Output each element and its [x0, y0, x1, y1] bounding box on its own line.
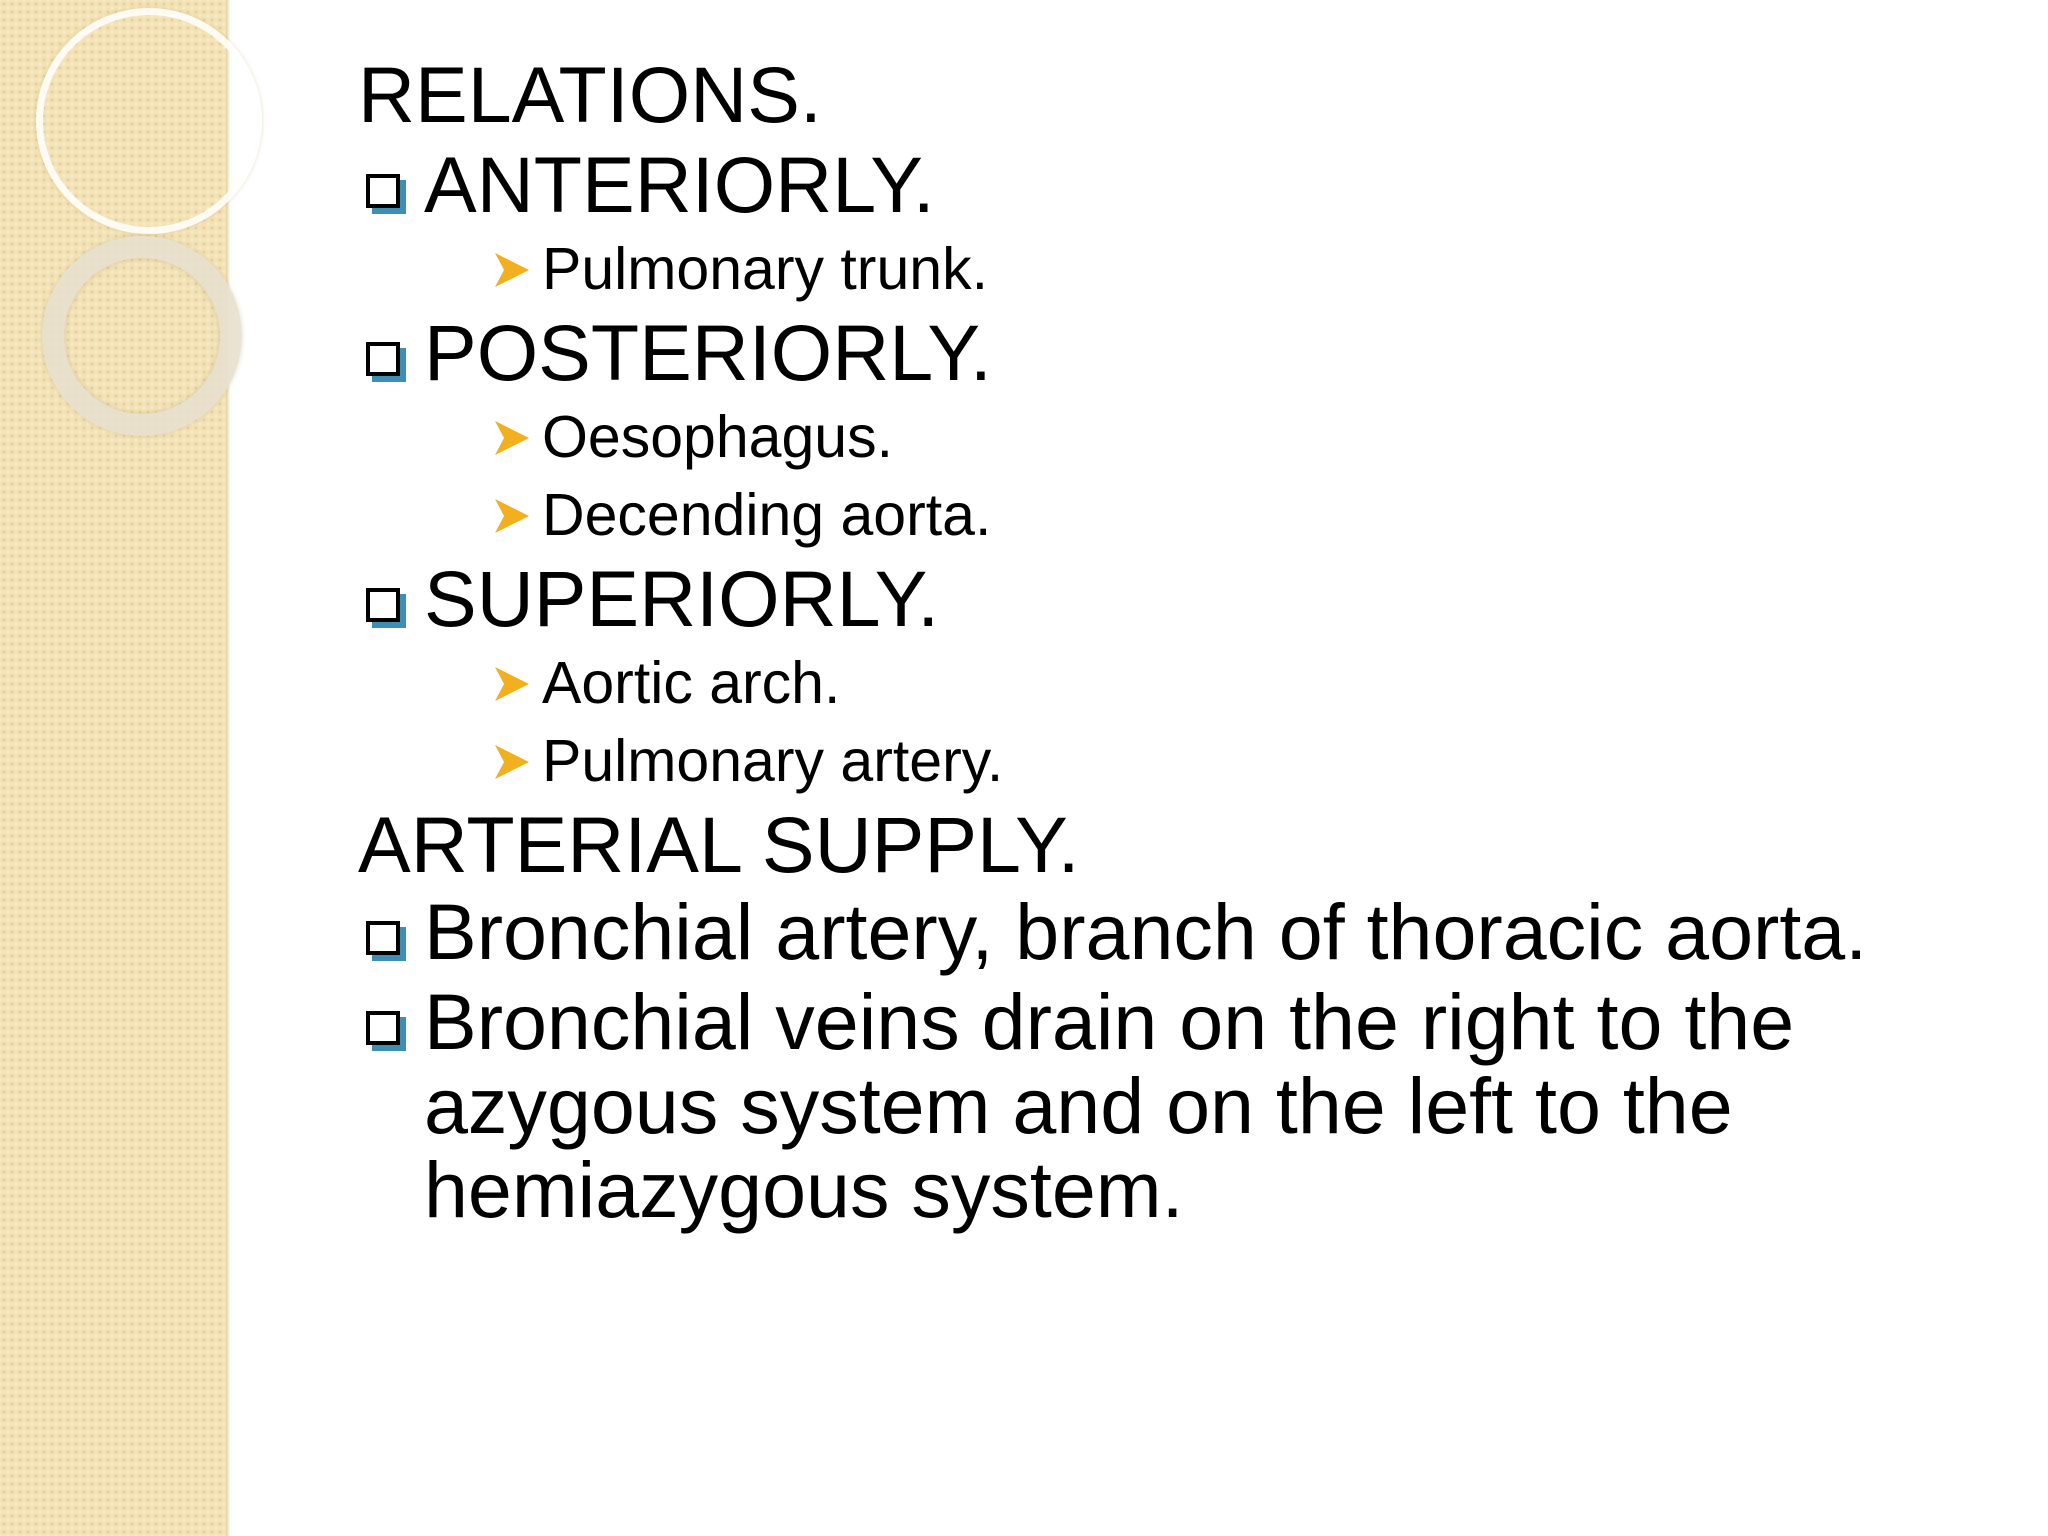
hollow-square-bullet-icon: [366, 342, 400, 376]
bullet-bronchial-veins: [358, 977, 1998, 1234]
bullet-bronchial-artery: [358, 887, 1998, 976]
sub-bullet: [358, 230, 1998, 308]
sub-bullet-label: Oesophagus.: [542, 404, 893, 470]
hollow-square-bullet-icon: [366, 174, 400, 208]
arrowhead-bullet-icon: [492, 250, 532, 290]
sub-bullet-label: Decending aorta.: [542, 482, 992, 548]
sub-bullet-label: Pulmonary artery.: [542, 728, 1004, 794]
bullet-label: SUPERIORLY.: [424, 554, 940, 643]
arrowhead-bullet-icon: [492, 496, 532, 536]
bullet-posteriorly: [358, 308, 1998, 398]
section-heading-relations: RELATIONS.: [358, 50, 822, 139]
sub-bullet: [358, 476, 1998, 554]
hollow-square-bullet-icon: [366, 1011, 400, 1045]
side-panel-edge: [226, 0, 230, 1536]
hollow-square-bullet-icon: [366, 921, 400, 955]
arrowhead-bullet-icon: [492, 742, 532, 782]
decorative-ring-large: [36, 8, 262, 234]
bullet-label: POSTERIORLY.: [424, 308, 992, 397]
sub-bullet-label: Pulmonary trunk.: [542, 236, 988, 302]
decorative-side-panel: [0, 0, 226, 1536]
decorative-ring-small: [42, 236, 242, 436]
bullet-label: ANTERIORLY.: [424, 140, 935, 229]
slide-content: [358, 50, 1998, 1232]
hollow-square-bullet-icon: [366, 588, 400, 622]
sub-bullet: [358, 722, 1998, 800]
arrowhead-bullet-icon: [492, 664, 532, 704]
bullet-text: Bronchial veins drain on the right to the azygous system and on the left to the hemiazygous system.: [424, 977, 1795, 1234]
section-heading-arterial-supply: ARTERIAL SUPPLY.: [358, 800, 1080, 889]
bullet-superiorly: [358, 554, 1998, 644]
sub-bullet: [358, 398, 1998, 476]
bullet-text: Bronchial artery, branch of thoracic aorta.: [424, 887, 1868, 976]
arrowhead-bullet-icon: [492, 418, 532, 458]
sub-bullet: [358, 644, 1998, 722]
sub-bullet-label: Aortic arch.: [542, 650, 841, 716]
bullet-anteriorly: [358, 140, 1998, 230]
